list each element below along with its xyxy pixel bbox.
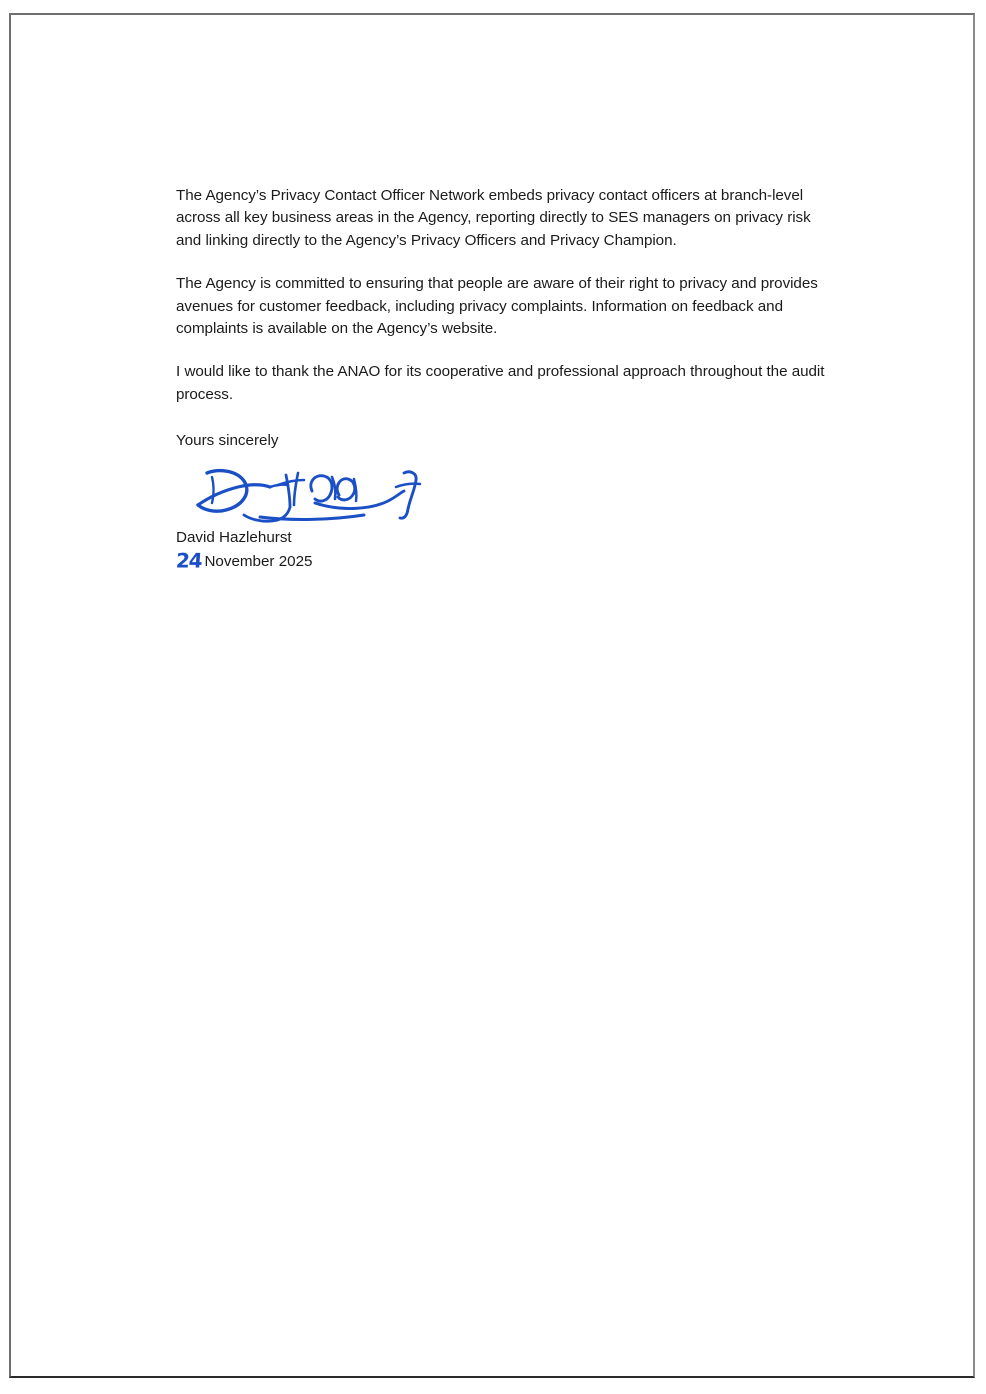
- page-border: [9, 13, 975, 1378]
- letter-body: [176, 185, 826, 572]
- closing-salutation: Yours sincerely: [176, 432, 279, 450]
- paragraph-thanks-to-anao: I would like to thank the ANAO for its cooperative and professional approach throughout the audit process.: [176, 363, 825, 403]
- handwritten-day: 24: [175, 548, 203, 573]
- printed-month-year: November 2025: [204, 552, 313, 570]
- handwritten-signature-icon: [182, 465, 442, 527]
- signer-name: David Hazlehurst: [176, 528, 292, 546]
- signature-block: [182, 465, 826, 527]
- paragraph-privacy-awareness-and-complaints: The Agency is committed to ensuring that people are aware of their right to privacy and provides avenues for customer feedback, including privacy complaints. Information on feedback and complaints is available on the Agency’s website.: [176, 275, 818, 338]
- signature-date: [176, 550, 826, 572]
- paragraph-privacy-contact-officer-network: The Agency’s Privacy Contact Officer Network embeds privacy contact officers at branch-level across all key business areas in the Agency, reporting directly to SES managers on privacy risk and linking directly to the Agency’s Privacy Officers and Privacy Champion.: [176, 187, 811, 249]
